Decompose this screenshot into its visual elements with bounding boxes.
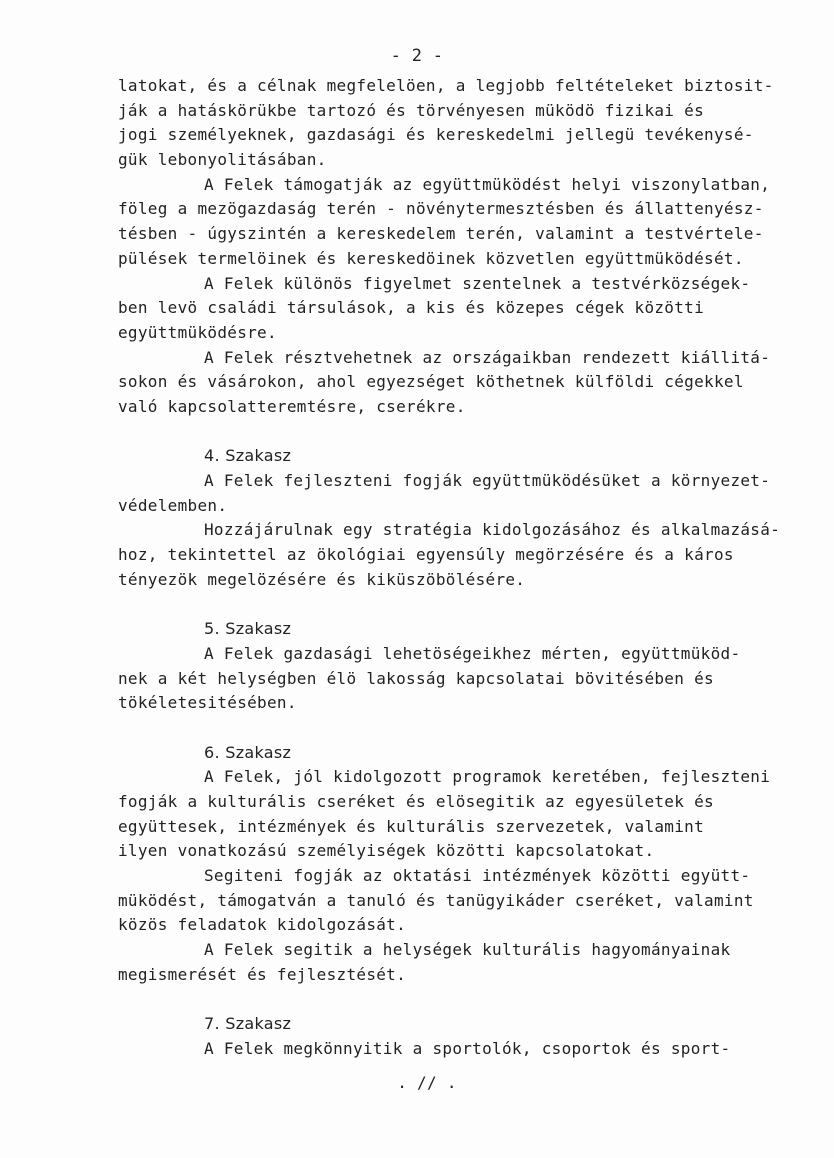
text-line: latokat, és a célnak megfelelöen, a legjobb feltételeket biztosit- [118, 76, 774, 95]
text-line: hoz, tekintettel az ökológiai egyensúly megörzésére és a káros [118, 545, 734, 565]
text-line: pülések termelöinek és kereskedöinek közvetlen együttmüködését. [118, 248, 744, 268]
text-line: együttmüködésre. [118, 322, 277, 342]
text-line: gük lebonyolitásában. [118, 150, 327, 170]
paragraph-start-line: A Felek, jól kidolgozott programok keretében, fejleszteni [204, 767, 771, 787]
text-line: védelemben. [118, 495, 228, 515]
text-line: közös feladatok kidolgozását. [118, 915, 407, 935]
section-heading-4: 4. Szakasz [204, 446, 292, 466]
paragraph-start-line: A Felek megkönnyitik a sportolók, csoportok és sport- [204, 1038, 731, 1058]
text-line: müködést, támogatván a tanuló és tanügyikáder cseréket, valamint [118, 890, 754, 910]
text-line: fogják a kulturális cseréket és elösegitik az egyesületek és [118, 791, 714, 811]
paragraph-start-line: A Felek támogatják az együttmüködést helyi viszonylatban, [204, 174, 771, 194]
text-line: megismerését és fejlesztését. [118, 964, 407, 984]
paragraph-start-line: A Felek fejleszteni fogják együttmüködésüket a környezet- [204, 471, 771, 490]
section-gap [118, 592, 798, 617]
paragraph-start-line: A Felek segitik a helységek kulturális hagyományainak [204, 940, 731, 960]
section-heading-5: 5. Szakasz [204, 619, 292, 639]
text-line: ben levö családi társulások, a kis és közepes cégek közötti [118, 298, 705, 318]
paragraph-start-line: Segiteni fogják az oktatási intézmények közötti együtt- [204, 866, 751, 885]
paragraph-start-line: A Felek résztvehetnek az országaikban rendezett kiállitá- [204, 347, 771, 367]
section-heading-7: 7. Szakasz [204, 1014, 292, 1034]
section-gap [118, 716, 798, 741]
text-line: nek a két helységben élö lakosság kapcsolatai bövitésében és [118, 668, 714, 688]
continuation-mark: . // . [397, 1073, 457, 1092]
paragraph-start-line: A Felek gazdasági lehetöségeikhez mérten, együttmüköd- [204, 643, 741, 663]
text-line: való kapcsolatteremtésre, cserékre. [118, 396, 466, 416]
paragraph-start-line: A Felek különös figyelmet szentelnek a testvérközségek- [204, 273, 751, 293]
section-gap [118, 987, 798, 1012]
text-line: sokon és vásárokon, ahol egyezséget köthetnek külföldi cégekkel [118, 372, 744, 392]
text-line: ilyen vonatkozású személyiségek közötti kapcsolatokat. [118, 841, 655, 861]
document-body [118, 74, 798, 1062]
text-line: tésben - úgyszintén a kereskedelem terén, valamint a testvértele- [118, 224, 764, 244]
section-gap [118, 420, 798, 445]
text-line: föleg a mezögazdaság terén - növénytermesztésben és állattenyész- [118, 199, 764, 219]
text-line: ják a hatáskörükbe tartozó és törvényesen müködö fizikai és [118, 100, 705, 120]
text-line: tökéletesitésében. [118, 693, 297, 713]
text-line: jogi személyeknek, gazdasági és kereskedelmi jellegü tevékenysé- [118, 125, 754, 145]
section-heading-6: 6. Szakasz [204, 742, 292, 762]
paragraph-start-line: Hozzájárulnak egy stratégia kidolgozásához és alkalmazásá- [204, 520, 781, 540]
text-line: tényezök megelözésére és kiküszöbölésére. [118, 569, 526, 589]
text-line: együttesek, intézmények és kulturális szervezetek, valamint [118, 816, 705, 836]
page-number: - 2 - [390, 46, 444, 66]
